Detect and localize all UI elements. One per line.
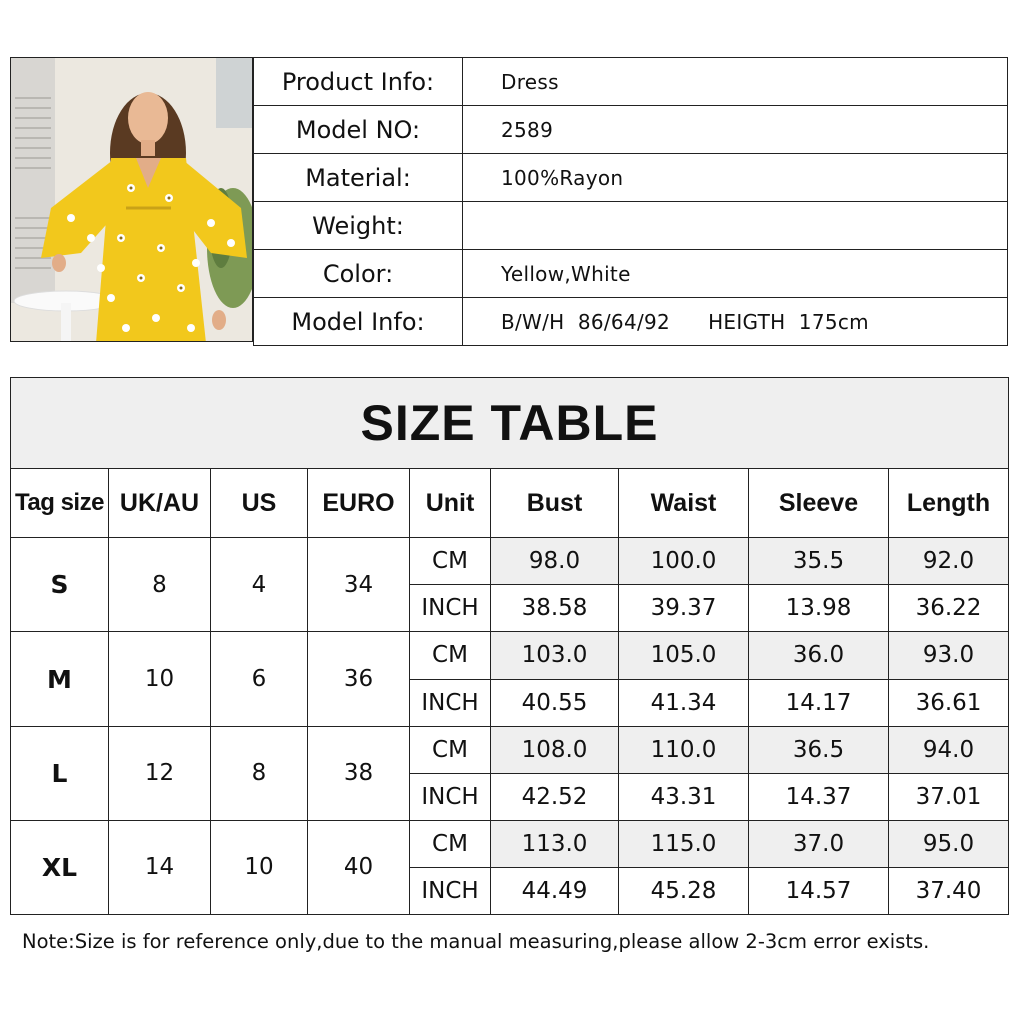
uk-au-size: 8 — [109, 538, 211, 632]
euro-size: 36 — [308, 632, 410, 726]
unit-cell: CM — [410, 538, 491, 585]
sleeve-inch: 13.98 — [749, 585, 889, 632]
table-row — [11, 538, 1009, 585]
table-row — [11, 632, 1009, 679]
info-row-model-no — [254, 106, 1008, 154]
info-row-color — [254, 250, 1008, 298]
us-size: 6 — [211, 632, 308, 726]
length-inch: 37.01 — [889, 773, 1009, 820]
size-table-title: SIZE TABLE — [11, 378, 1009, 469]
info-row-product — [254, 58, 1008, 106]
bust-inch: 40.55 — [491, 679, 619, 726]
header-cell: Length — [889, 469, 1009, 538]
uk-au-size: 10 — [109, 632, 211, 726]
us-size: 4 — [211, 538, 308, 632]
info-label: Weight: — [254, 202, 463, 250]
info-value: 100%Rayon — [463, 154, 1008, 202]
sleeve-inch: 14.37 — [749, 773, 889, 820]
info-label: Model NO: — [254, 106, 463, 154]
size-table — [10, 377, 1009, 915]
waist-cm: 105.0 — [619, 632, 749, 679]
model-measurements: B/W/H 86/64/92 — [501, 309, 671, 334]
tag-size: S — [11, 538, 109, 632]
info-value — [463, 202, 1008, 250]
tag-size: M — [11, 632, 109, 726]
length-cm: 92.0 — [889, 538, 1009, 585]
model-height: HEIGTH 175cm — [708, 309, 869, 334]
unit-cell: INCH — [410, 773, 491, 820]
product-photo — [10, 57, 253, 342]
info-label: Product Info: — [254, 58, 463, 106]
bust-cm: 103.0 — [491, 632, 619, 679]
sleeve-cm: 36.0 — [749, 632, 889, 679]
length-cm: 94.0 — [889, 726, 1009, 773]
info-value: Yellow,White — [463, 250, 1008, 298]
waist-cm: 110.0 — [619, 726, 749, 773]
header-cell: EURO — [308, 469, 410, 538]
table-row — [11, 820, 1009, 867]
tag-size: L — [11, 726, 109, 820]
waist-cm: 115.0 — [619, 820, 749, 867]
unit-cell: CM — [410, 820, 491, 867]
header-cell: US — [211, 469, 308, 538]
bust-cm: 98.0 — [491, 538, 619, 585]
euro-size: 40 — [308, 820, 410, 914]
waist-inch: 45.28 — [619, 867, 749, 914]
euro-size: 38 — [308, 726, 410, 820]
info-value: 2589 — [463, 106, 1008, 154]
bust-cm: 108.0 — [491, 726, 619, 773]
us-size: 8 — [211, 726, 308, 820]
info-row-model-info — [254, 298, 1008, 346]
sleeve-inch: 14.17 — [749, 679, 889, 726]
info-label: Material: — [254, 154, 463, 202]
unit-cell: INCH — [410, 585, 491, 632]
info-label: Color: — [254, 250, 463, 298]
bust-inch: 44.49 — [491, 867, 619, 914]
waist-inch: 43.31 — [619, 773, 749, 820]
euro-size: 34 — [308, 538, 410, 632]
uk-au-size: 12 — [109, 726, 211, 820]
unit-cell: CM — [410, 632, 491, 679]
model-illustration — [11, 58, 253, 342]
bust-inch: 38.58 — [491, 585, 619, 632]
header-cell: Unit — [410, 469, 491, 538]
table-row — [11, 726, 1009, 773]
length-cm: 93.0 — [889, 632, 1009, 679]
header-cell: Bust — [491, 469, 619, 538]
size-table-header — [11, 469, 1009, 538]
tag-size: XL — [11, 820, 109, 914]
header-cell: UK/AU — [109, 469, 211, 538]
waist-inch: 41.34 — [619, 679, 749, 726]
size-note: Note:Size is for reference only,due to the manual measuring,please allow 2-3cm error exists. — [22, 930, 930, 953]
uk-au-size: 14 — [109, 820, 211, 914]
bust-inch: 42.52 — [491, 773, 619, 820]
length-inch: 37.40 — [889, 867, 1009, 914]
info-label: Model Info: — [254, 298, 463, 346]
header-cell: Sleeve — [749, 469, 889, 538]
sleeve-cm: 35.5 — [749, 538, 889, 585]
sleeve-inch: 14.57 — [749, 867, 889, 914]
sleeve-cm: 37.0 — [749, 820, 889, 867]
info-row-material — [254, 154, 1008, 202]
header-cell: Tag size — [11, 469, 109, 538]
length-cm: 95.0 — [889, 820, 1009, 867]
unit-cell: INCH — [410, 867, 491, 914]
info-row-weight — [254, 202, 1008, 250]
unit-cell: INCH — [410, 679, 491, 726]
length-inch: 36.22 — [889, 585, 1009, 632]
us-size: 10 — [211, 820, 308, 914]
info-value — [463, 298, 1008, 346]
unit-cell: CM — [410, 726, 491, 773]
bust-cm: 113.0 — [491, 820, 619, 867]
sleeve-cm: 36.5 — [749, 726, 889, 773]
info-value: Dress — [463, 58, 1008, 106]
header-cell: Waist — [619, 469, 749, 538]
product-info-table — [253, 57, 1008, 346]
length-inch: 36.61 — [889, 679, 1009, 726]
waist-inch: 39.37 — [619, 585, 749, 632]
waist-cm: 100.0 — [619, 538, 749, 585]
